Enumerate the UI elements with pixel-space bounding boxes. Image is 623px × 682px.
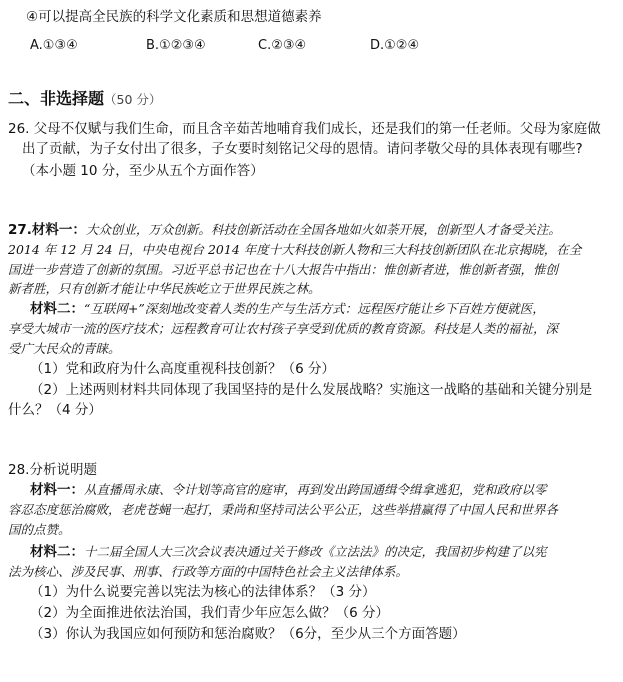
q27-material1-line2: 2014 年 12 月 24 日，中央电视台 2014 年度十大科技创新人物和三大科技创新团队在北京揭晓，在全 <box>8 242 582 257</box>
q28-material2-line1: 材料二：十二届全国人大三次会议表决通过关于修改《立法法》的决定，我国初步构建了以宪 <box>30 544 547 560</box>
q28-sub3: （3）你认为我国应如何预防和惩治腐败？（6分，至少从三个方面答题） <box>30 626 466 642</box>
q25-option-c: C.②③④ <box>258 38 307 53</box>
q28-material1-label: 材料一： <box>30 482 84 498</box>
q27-material1-line4: 新者胜，只有创新才能让中华民族屹立于世界民族之林。 <box>8 281 321 296</box>
q27-sub2-line2: 什么？（4 分） <box>8 402 102 418</box>
q25-option-a: A.①③④ <box>30 38 78 53</box>
q26-line3: （本小题 10 分，至少从五个方面作答） <box>22 163 264 179</box>
section-title: 二、非选择题 <box>8 89 105 108</box>
q27-material2-line2: 享受大城市一流的医疗技术；远程教育可让农村孩子享受到优质的教育资源。科技是人类的福祉，深 <box>8 321 559 336</box>
q27-material1-label: 27.材料一： <box>8 222 86 238</box>
section-score: （50 分） <box>104 92 162 107</box>
q28-title: 28.分析说明题 <box>8 462 97 478</box>
q27-material1-line3: 国进一步营造了创新的氛围。习近平总书记也在十八大报告中指出：惟创新者进，惟创新者强，惟创 <box>8 262 559 277</box>
q28-sub2: （2）为全面推进依法治国，我们青少年应怎么做？（6 分） <box>30 605 389 621</box>
q25-item4: ④可以提高全民族的科学文化素质和思想道德素养 <box>26 9 322 25</box>
q27-material2-label: 材料二： <box>30 301 84 317</box>
q27-material1-line1: 27.材料一：大众创业，万众创新。科技创新活动在全国各地如火如荼开展，创新型人才备受关注。 <box>8 222 561 238</box>
q25-option-d: D.①②④ <box>370 38 420 53</box>
q28-material2-label: 材料二： <box>30 544 84 560</box>
q28-material1-line3: 国的点赞。 <box>8 522 71 537</box>
q28-material1-line1: 材料一：从直播周永康、令计划等高官的庭审，再到发出跨国通缉令缉拿逃犯，党和政府以零 <box>30 482 547 498</box>
q25-option-b: B.①②③④ <box>146 38 206 53</box>
q28-material2-line2: 法为核心、涉及民事、刑事、行政等方面的中国特色社会主义法律体系。 <box>8 564 409 579</box>
q28-material1-line2: 容忍态度惩治腐败，老虎苍蝇一起打，秉尚和坚持司法公平公正，这些举措赢得了中国人民和世界各 <box>8 502 559 517</box>
q27-material2-line1: 材料二：“互联网+”深刻地改变着人类的生产与生活方式：远程医疗能让乡下百姓方便就医， <box>30 301 545 317</box>
q26-line2: 出了贡献，为子女付出了很多，子女要时刻铭记父母的恩情。请问孝敬父母的具体表现有哪些? <box>22 141 583 157</box>
section-heading <box>8 90 161 109</box>
q26-line1: 26. 父母不仅赋与我们生命，而且含辛茹苦地哺育我们成长，还是我们的第一任老师。父母为家庭做 <box>8 121 601 137</box>
q28-sub1: （1）为什么说要完善以宪法为核心的法律体系？（3 分） <box>30 584 376 600</box>
q27-sub1: （1）党和政府为什么高度重视科技创新？（6 分） <box>30 361 335 377</box>
q27-sub2-line1: （2）上述两则材料共同体现了我国坚持的是什么发展战略？实施这一战略的基础和关键分别是 <box>30 382 593 398</box>
q27-material2-line3: 受广大民众的青睐。 <box>8 341 121 356</box>
